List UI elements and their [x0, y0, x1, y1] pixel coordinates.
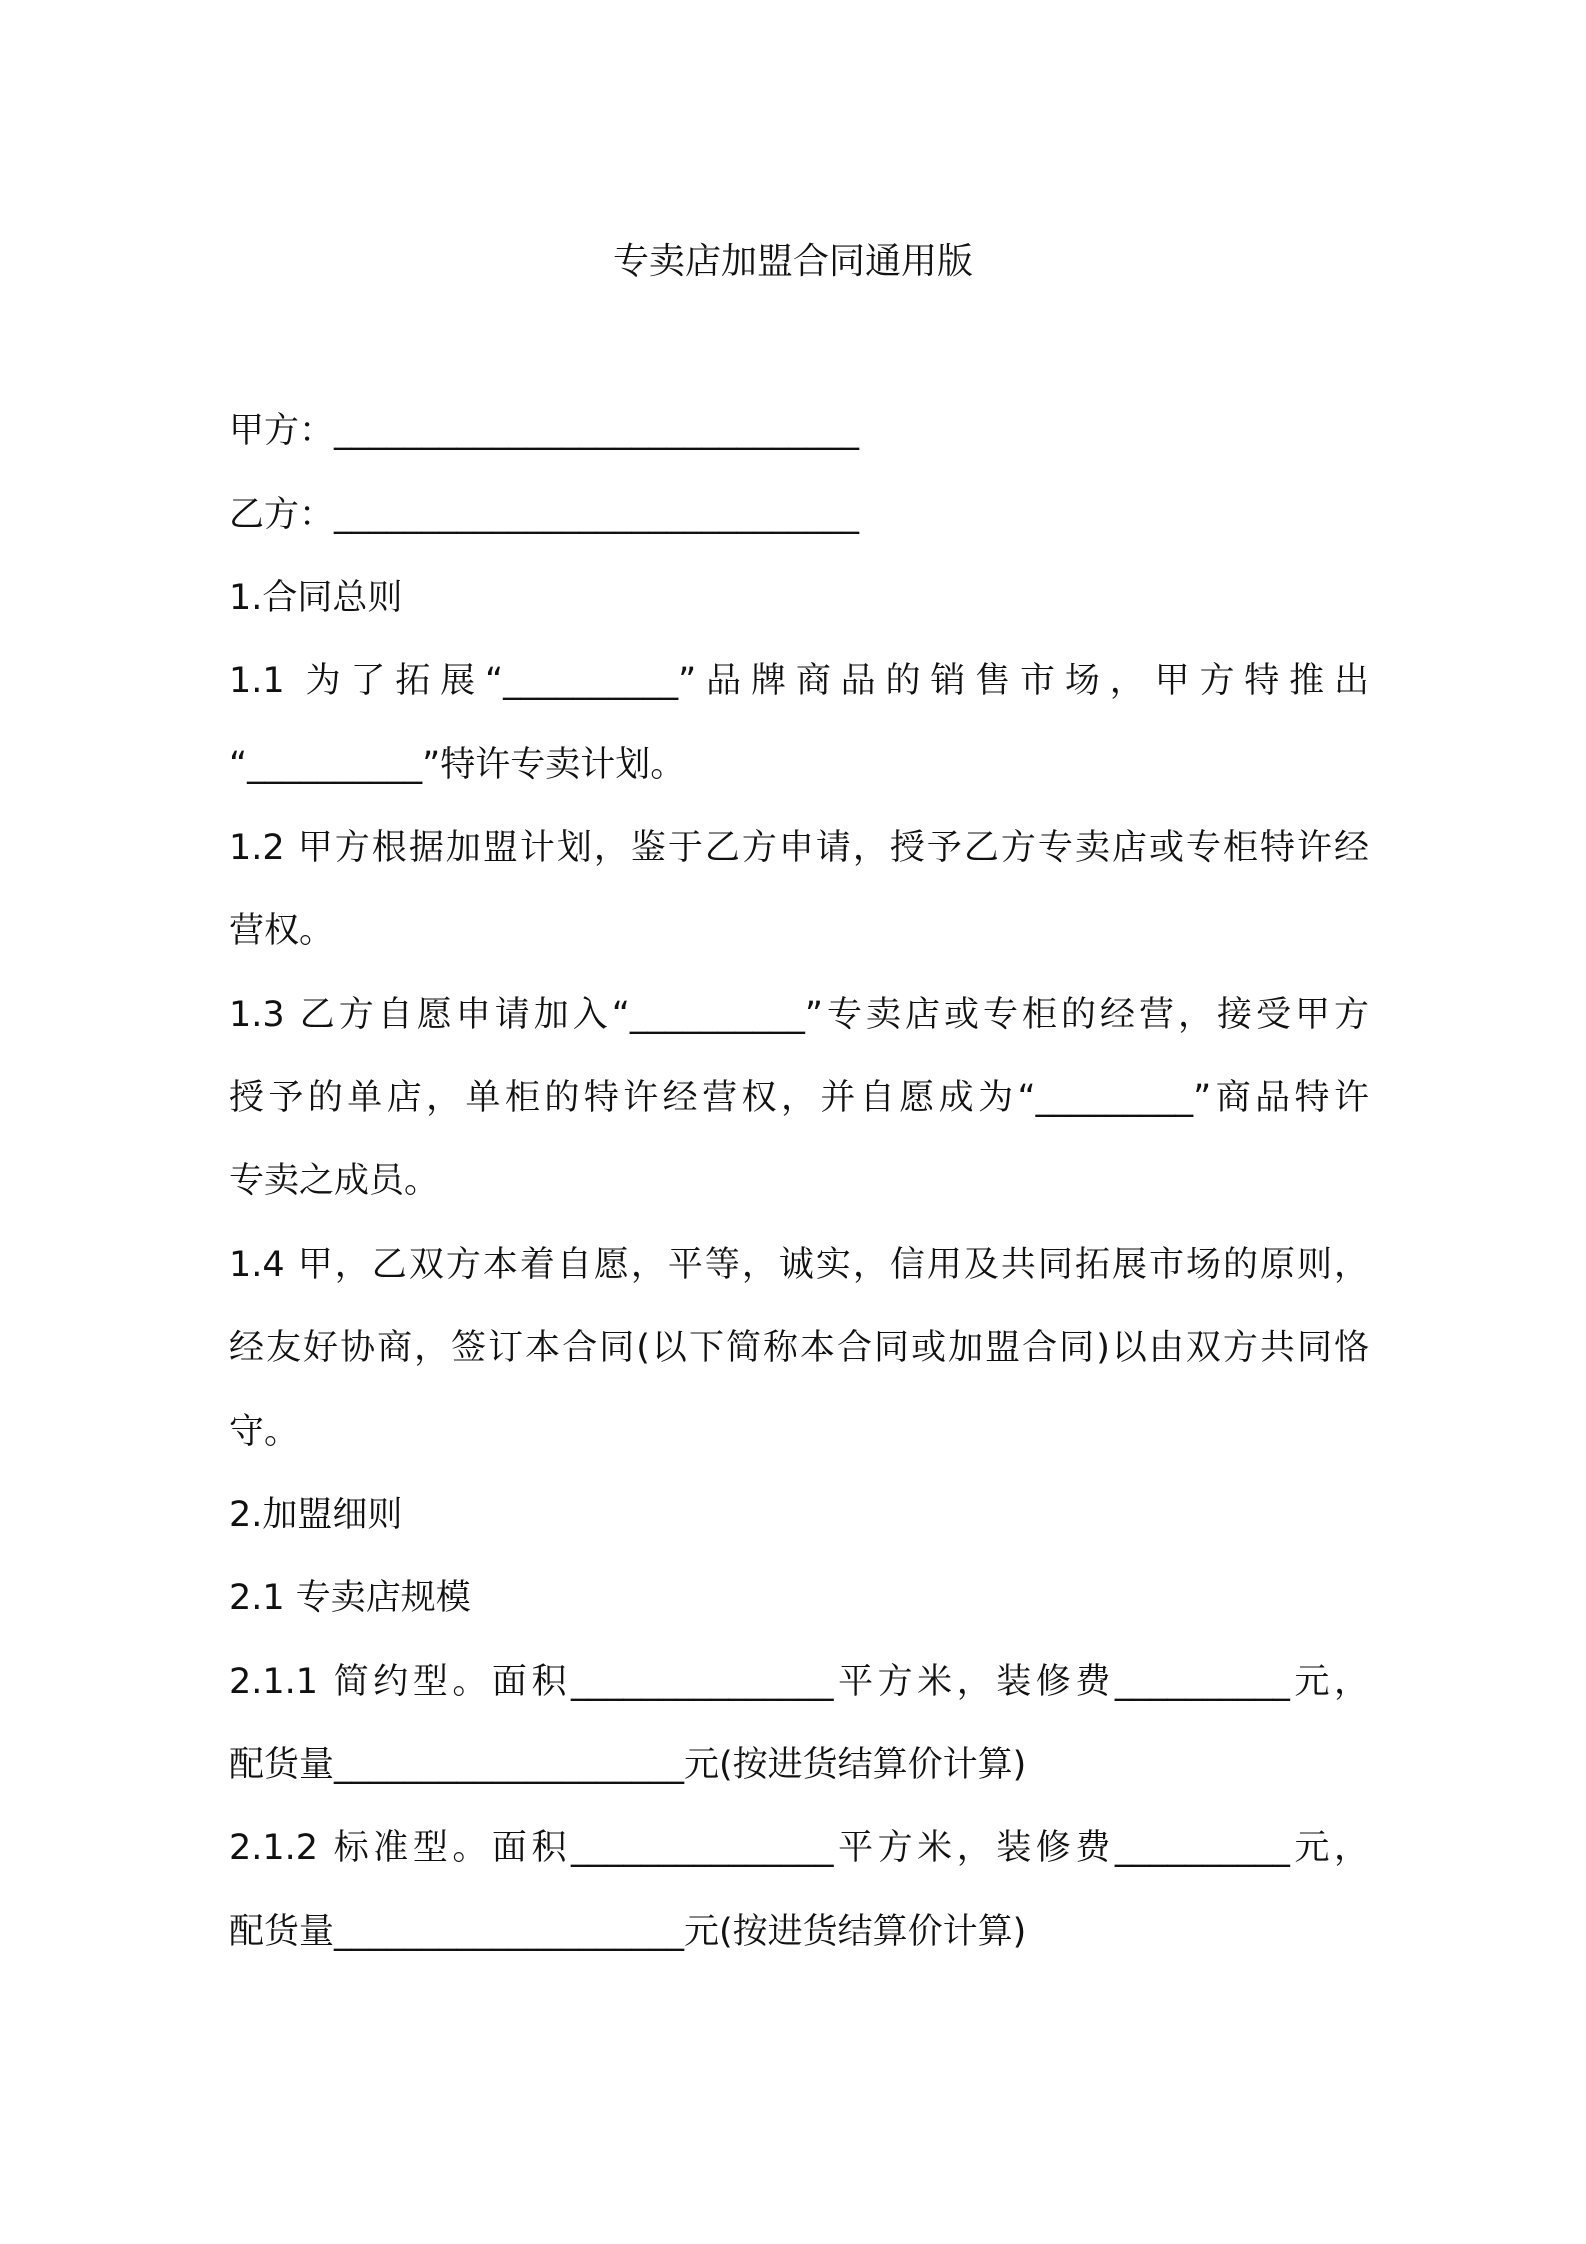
clause-2-1-1-line-2: 配货量____________________元(按进货结算价计算)	[229, 1745, 1027, 1785]
clause-1-3-line-2: 授予的单店，单柜的特许经营权，并自愿成为“_________”商品特许	[229, 1078, 1369, 1118]
clause-1-2-line-1: 1.2 甲方根据加盟计划，鉴于乙方申请，授予乙方专卖店或专柜特许经	[229, 828, 1369, 868]
clause-1-3-line-1: 1.3 乙方自愿申请加入“__________”专卖店或专柜的经营，接受甲方	[229, 995, 1369, 1035]
party-b-line: 乙方：______________________________	[229, 495, 860, 535]
document-title: 专卖店加盟合同通用版	[612, 241, 973, 282]
clause-1-4-line-2: 经友好协商，签订本合同(以下简称本合同或加盟合同)以由双方共同恪	[229, 1328, 1369, 1368]
clause-1-1-line-1: 1.1 为了拓展“__________”品牌商品的销售市场，甲方特推出	[229, 661, 1369, 701]
clause-2-1-2-line-2: 配货量____________________元(按进货结算价计算)	[229, 1912, 1027, 1952]
clause-2-1-heading: 2.1 专卖店规模	[229, 1578, 471, 1618]
clause-1-2-line-2: 营权。	[229, 911, 335, 951]
clause-1-1-line-2: “__________”特许专卖计划。	[229, 745, 686, 785]
section-1-heading: 1.合同总则	[229, 578, 403, 618]
clause-2-1-1-line-1: 2.1.1 简约型。面积_______________平方米，装修费__________元，	[229, 1662, 1369, 1702]
section-2-heading: 2.加盟细则	[229, 1495, 403, 1535]
clause-2-1-2-line-1: 2.1.2 标准型。面积_______________平方米，装修费__________元，	[229, 1828, 1369, 1868]
party-a-line: 甲方：______________________________	[229, 411, 860, 451]
clause-1-4-line-3: 守。	[229, 1412, 300, 1452]
clause-1-3-line-3: 专卖之成员。	[229, 1161, 440, 1201]
clause-1-4-line-1: 1.4 甲，乙双方本着自愿，平等，诚实，信用及共同拓展市场的原则，	[229, 1245, 1369, 1285]
